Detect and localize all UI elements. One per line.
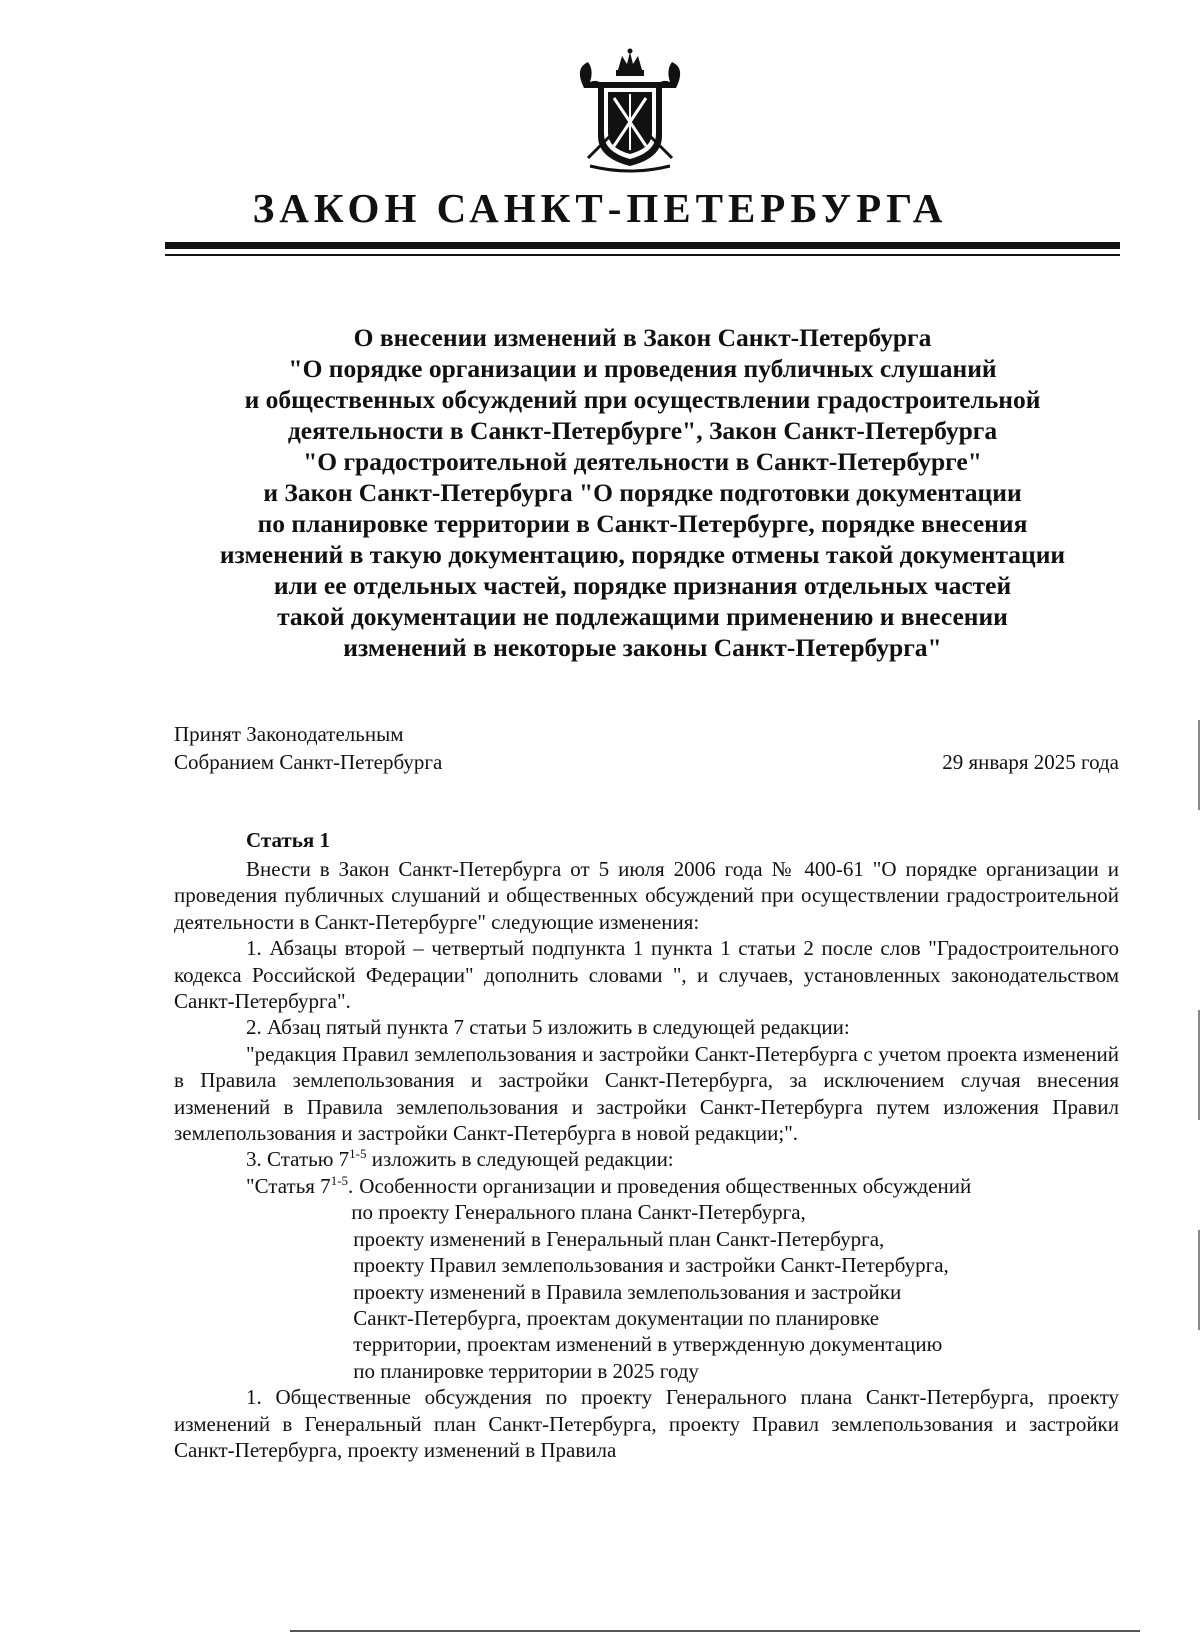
label-suffix: . [348, 1173, 354, 1198]
label-prefix: "Статья 7 [246, 1173, 331, 1198]
caption-line: проекту изменений в Правила землепользования и застройки [353, 1279, 902, 1304]
amendment-item-3 [174, 1146, 1119, 1172]
article-body [174, 856, 1119, 1463]
caption-line: проекту Правил землепользования и застройки Санкт-Петербурга, [353, 1253, 949, 1278]
caption-line: территории, проектам изменений в утвержденную документацию [353, 1332, 943, 1357]
item3-prefix: 3. Статью 7 [246, 1147, 350, 1172]
scan-bottom-edge [290, 1630, 1140, 1632]
adoption-line: Принят Законодательным [174, 722, 404, 746]
caption-text [353, 1173, 1119, 1384]
caption-line: по планировке территории в 2025 году [353, 1358, 699, 1383]
subject-line: О внесении изменений в Закон Санкт-Петербурга [353, 323, 932, 352]
subject-line: такой документации не подлежащими применению и внесении [277, 602, 1008, 631]
new-article-point-1: 1. Общественные обсуждения по проекту Генерального плана Санкт-Петербурга, проекту изменений в Генеральный план Санкт-Петербурга, проекту Правил землепользования и застройки Санкт-Петербурга, проекту изменений в Правила [174, 1385, 1119, 1462]
subject-line: изменений в такую документацию, порядке отмены такой документации [219, 540, 1066, 569]
subject-line: "О градостроительной деятельности в Санкт-Петербурге" [303, 447, 982, 476]
article-heading: Статья 1 [246, 828, 330, 852]
adoption-date: 29 января 2025 года [942, 750, 1119, 774]
caption-line: по проекту Генерального плана Санкт-Петербурга, [351, 1200, 806, 1225]
subject-line: и общественных обсуждений при осуществлении градостроительной [244, 385, 1041, 414]
title-rule-thin [165, 254, 1120, 256]
item3-superscript: 1-5 [349, 1146, 367, 1162]
subject-line: по планировке территории в Санкт-Петербурге, порядке внесения [257, 509, 1028, 538]
subject-line: изменений в некоторые законы Санкт-Петербурга" [343, 633, 942, 662]
subject-line: и Закон Санкт-Петербурга "О порядке подготовки документации [263, 478, 1022, 507]
amendment-item-2: 2. Абзац пятый пункта 7 статьи 5 изложить в следующей редакции: [246, 1015, 850, 1040]
law-title: ЗАКОН САНКТ-ПЕТЕРБУРГА [252, 185, 948, 231]
adoption-block [174, 720, 442, 776]
caption-line: Санкт-Петербурга, проектам документации по планировке [353, 1305, 880, 1330]
label-superscript: 1-5 [330, 1172, 349, 1188]
subject-line: "О порядке организации и проведения публичных слушаний [288, 354, 997, 383]
amendment-item-1: 1. Абзацы второй – четвертый подпункта 1 пункта 1 статьи 2 после слов "Градостроительного кодекса Российской Федерации" дополнить словами ", и случаев, установленных законодательством Санкт-Петербурга". [174, 936, 1119, 1014]
new-article-label [246, 1173, 353, 1199]
coat-of-arms-emblem [570, 48, 690, 174]
adoption-line: Собранием Санкт-Петербурга [174, 750, 443, 774]
caption-line: проекту изменений в Генеральный план Санкт-Петербурга, [353, 1226, 885, 1251]
law-subject [150, 322, 1135, 663]
new-article-caption [174, 1173, 1119, 1384]
title-rule-thick [165, 242, 1120, 249]
amendment-item-2-quote: "редакция Правил землепользования и застройки Санкт-Петербурга с учетом проекта изменений в Правила землепользования и застройки Санкт-Петербурга, за исключением случая внесения изменений в Правила землепользования и застройки Санкт-Петербурга путем изложения Правил землепользования и застройки Санкт-Петербурга в новой редакции;". [174, 1041, 1119, 1146]
caption-line: Особенности организации и проведения общественных обсуждений [359, 1173, 972, 1198]
article-intro: Внести в Закон Санкт-Петербурга от 5 июля 2006 года № 400-61 "О порядке организации и проведения публичных слушаний и общественных обсуждений при осуществлении градостроительной деятельности в Санкт-Петербурге" следующие изменения: [174, 857, 1119, 934]
item3-suffix: изложить в следующей редакции: [366, 1147, 674, 1172]
subject-line: или ее отдельных частей, порядке признания отдельных частей [273, 571, 1012, 600]
subject-line: деятельности в Санкт-Петербурге", Закон Санкт-Петербурга [287, 416, 998, 445]
